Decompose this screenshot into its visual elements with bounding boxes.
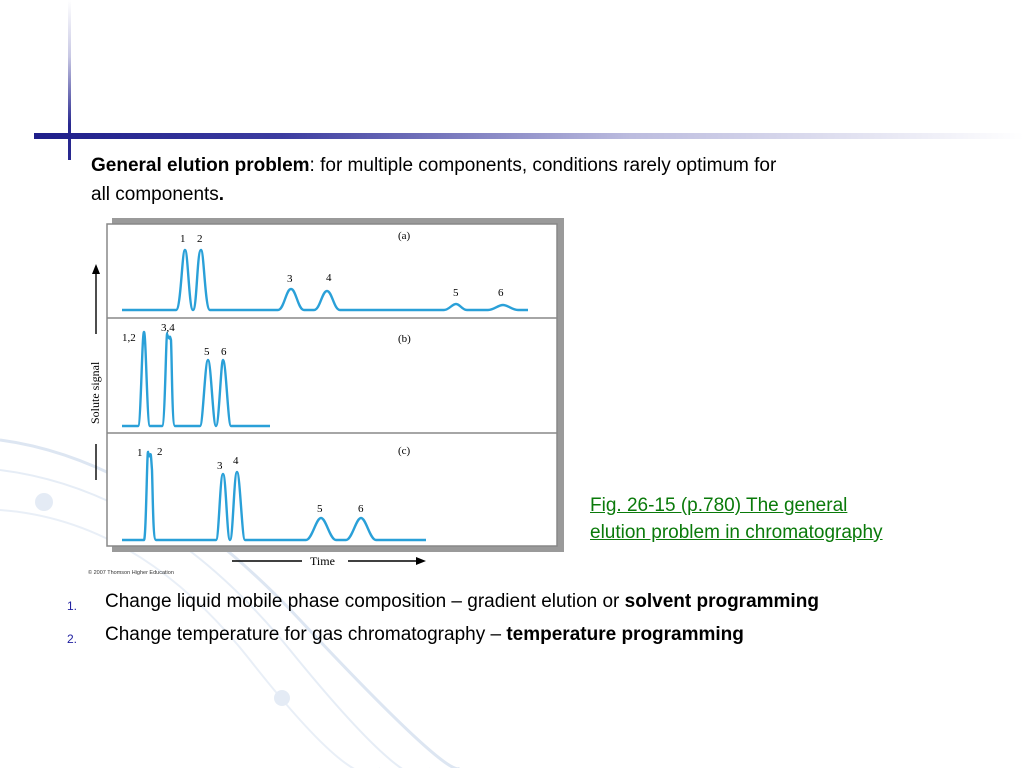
peak-label: 5 — [317, 503, 323, 515]
peak-label: 1 — [137, 447, 143, 459]
y-axis-label: Solute signal — [88, 361, 102, 424]
list-item-bold: solvent programming — [624, 591, 819, 612]
arrow-up-icon — [92, 264, 100, 274]
x-axis-label: Time — [310, 554, 335, 568]
peak-label: 2 — [197, 233, 203, 245]
peak-label: 1 — [180, 233, 186, 245]
caption-line1: Fig. 26-15 (p.780) The general — [590, 495, 848, 516]
list-item-text: Change temperature for gas chromatography – — [105, 624, 507, 645]
numbered-list — [60, 589, 960, 655]
peak-label: 1,2 — [122, 332, 136, 344]
peak-label: 6 — [498, 287, 504, 299]
intro-text — [91, 151, 931, 209]
caption-line2: elution problem in chromatography — [590, 522, 883, 543]
peak-label: 4 — [326, 272, 332, 284]
panel-label-c: (c) — [398, 445, 411, 457]
arrow-right-icon — [416, 557, 426, 565]
peak-label: 6 — [358, 503, 364, 515]
list-number: 1. — [67, 599, 78, 613]
intro-bold: General elution problem — [91, 155, 310, 176]
intro-rest-line1: : for multiple components, conditions rarely optimum for — [309, 155, 777, 176]
peak-label: 5 — [453, 287, 459, 299]
figure-credit: © 2007 Thomson Higher Education — [88, 570, 174, 576]
peak-label: 6 — [221, 346, 227, 358]
peak-label: 3,4 — [161, 322, 175, 334]
peak-label: 3 — [217, 460, 223, 472]
intro-end: . — [218, 184, 225, 205]
peak-label: 2 — [157, 446, 163, 458]
figure-frame — [107, 224, 557, 546]
figure-caption-link[interactable] — [590, 492, 970, 546]
y-axis — [88, 264, 102, 480]
chromatogram-figure — [82, 212, 572, 580]
peak-label: 3 — [287, 273, 293, 285]
intro-rest-line2: all components — [91, 184, 219, 205]
list-item-bold: temperature programming — [506, 624, 744, 645]
panel-label-b: (b) — [398, 333, 411, 345]
decorative-horizontal-line — [34, 133, 1024, 139]
list-item — [60, 622, 960, 648]
list-item-text: Change liquid mobile phase composition – gradient elution or — [105, 591, 625, 612]
x-axis — [232, 554, 426, 568]
list-number: 2. — [67, 632, 78, 646]
list-item — [60, 589, 960, 615]
peak-label: 5 — [204, 346, 210, 358]
panel-label-a: (a) — [398, 230, 411, 242]
peak-label: 4 — [233, 455, 239, 467]
